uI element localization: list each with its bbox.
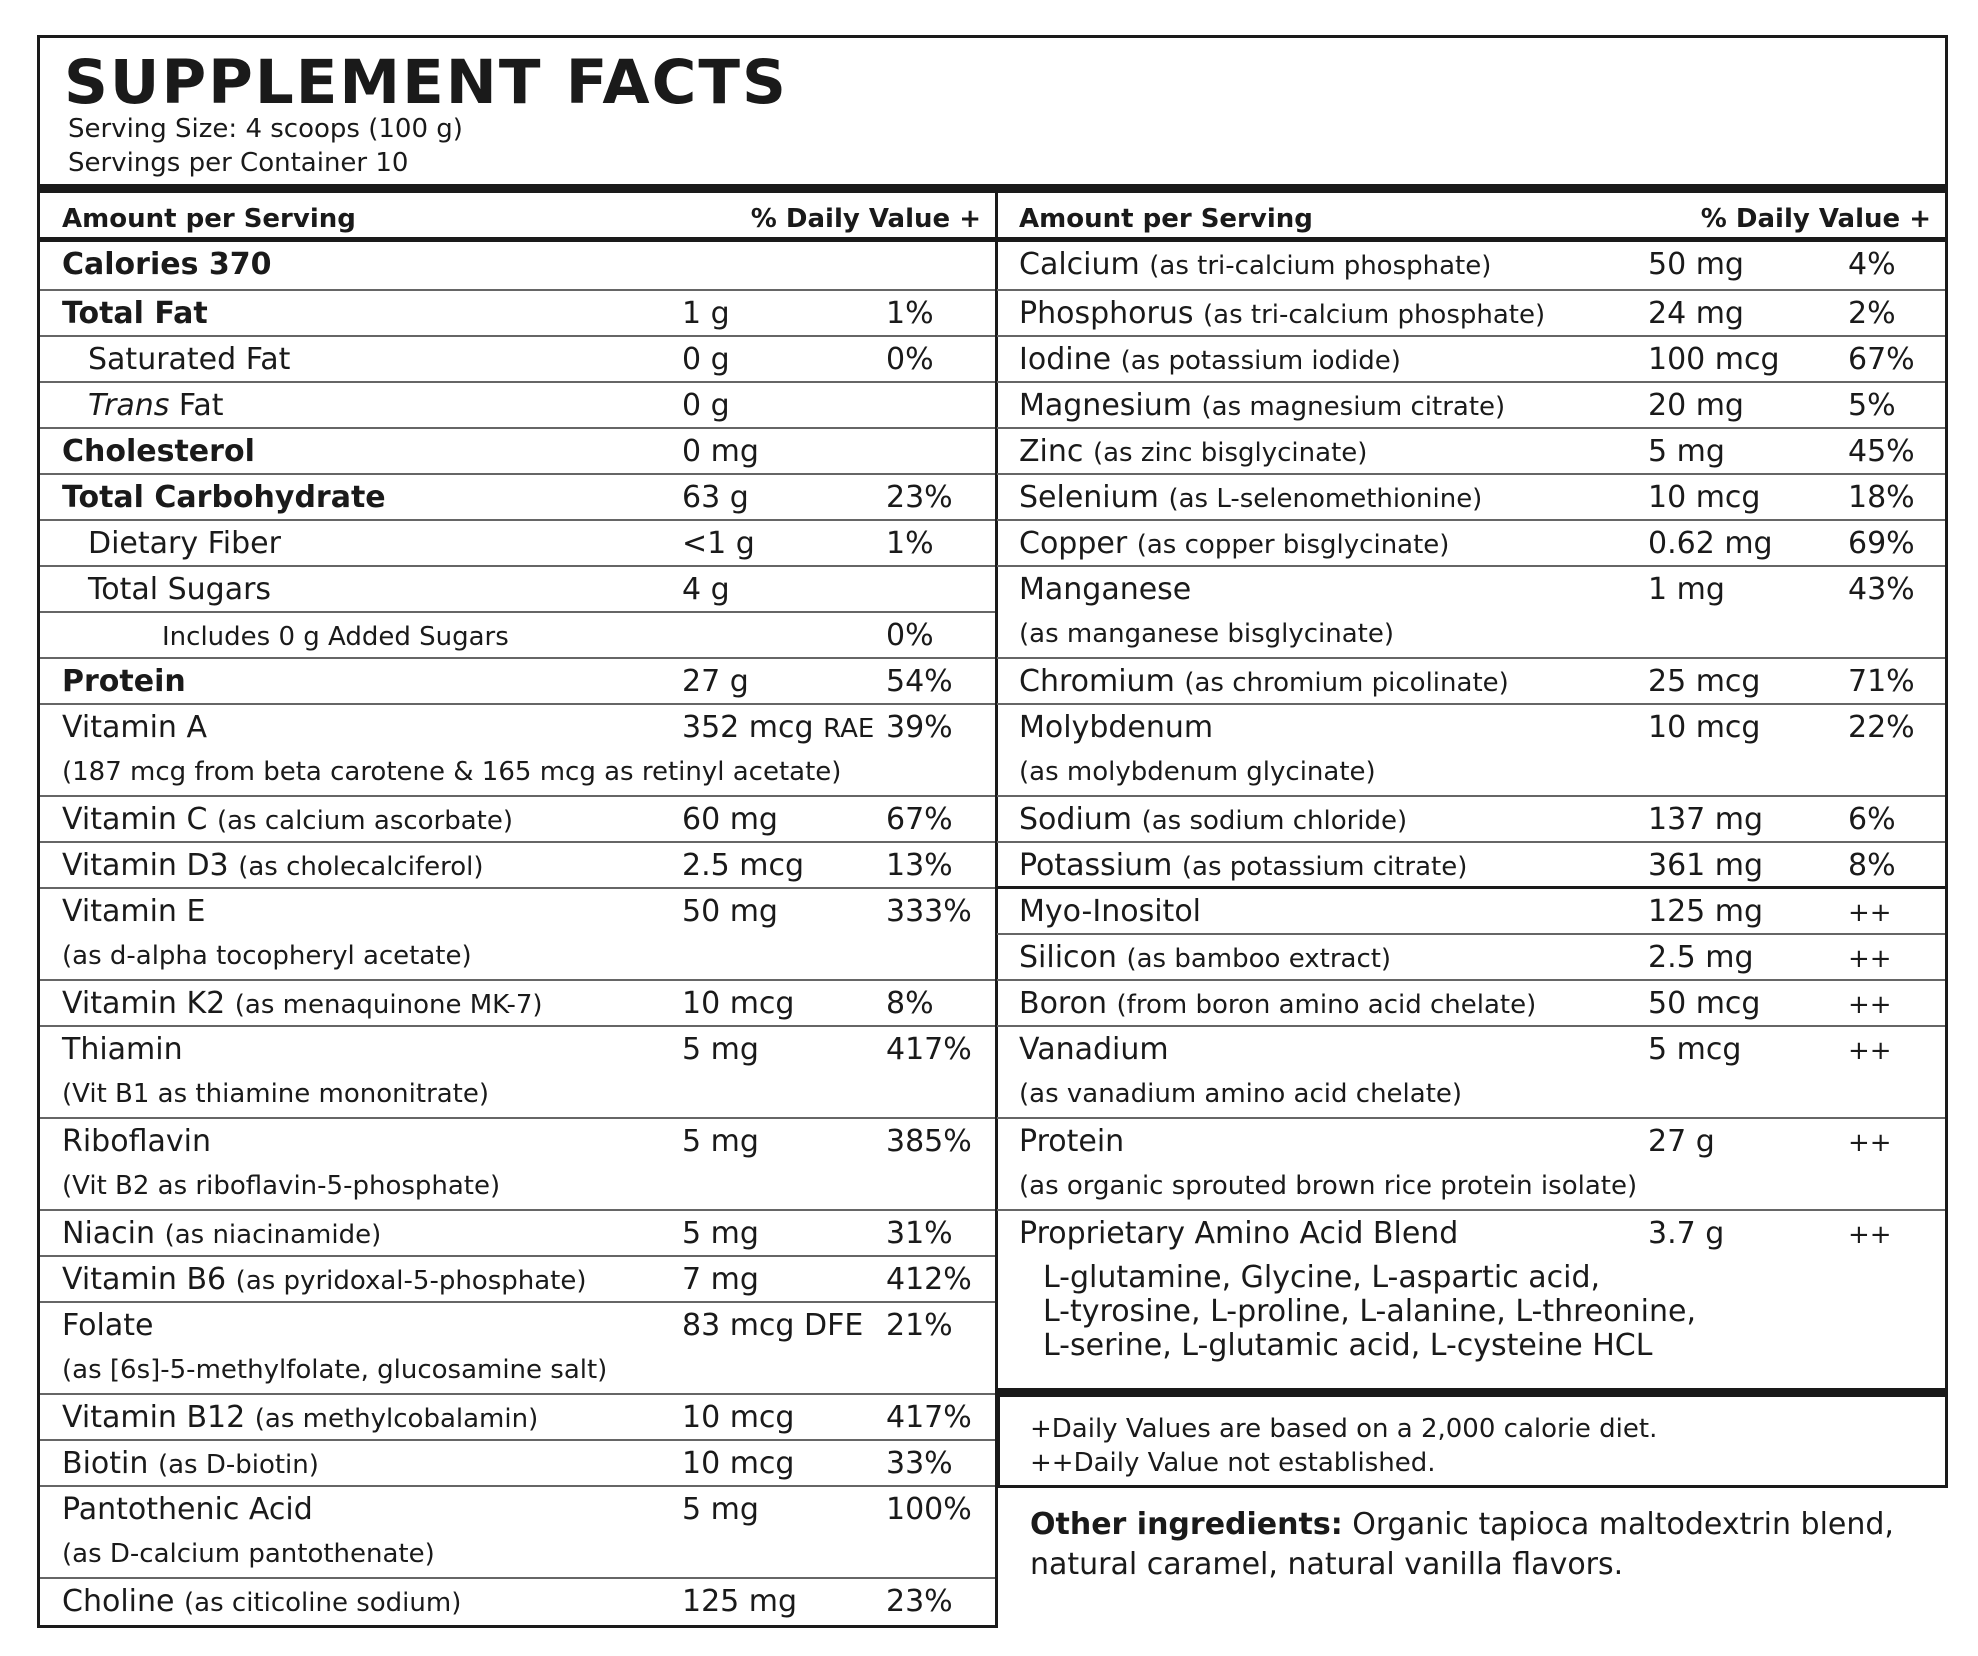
nutrient-name (1019, 247, 1491, 282)
nutrient-name (62, 1400, 538, 1435)
nutrient-name: Folate (62, 1308, 154, 1343)
trans-italic: Trans (88, 388, 170, 423)
amount-per-serving-label: Amount per Serving (62, 204, 356, 234)
nutrient-amount: 125 mg (682, 1584, 798, 1619)
nutrient-name (62, 848, 484, 883)
nutrient-name: Myo-Inositol (1019, 894, 1202, 929)
right-column (997, 192, 1948, 1392)
amount-per-serving-label: Amount per Serving (1019, 204, 1313, 234)
other-ingredients (1030, 1505, 1930, 1585)
nutrient-dv: ++ (1848, 1128, 1892, 1158)
name-form: (as D-biotin) (157, 1450, 319, 1480)
nutrient-amount: 24 mg (1648, 296, 1744, 331)
nutrient-amount: 60 mg (682, 802, 778, 837)
nutrient-amount: 5 mg (682, 1492, 759, 1527)
vitamin-b6-row (40, 1257, 995, 1303)
nutrient-name (1019, 664, 1509, 699)
nutrient-name (1019, 526, 1449, 561)
nutrient-amount: 10 mcg (1648, 480, 1761, 515)
nutrient-dv: 71% (1848, 664, 1915, 699)
nutrient-name: Manganese (1019, 572, 1192, 607)
nutrient-amount: 137 mg (1648, 802, 1764, 837)
calories-row (40, 242, 995, 291)
name-form: (as sodium chloride) (1141, 806, 1408, 836)
nutrient-amount: 83 mcg DFE (682, 1308, 864, 1343)
name-form: (as potassium citrate) (1181, 852, 1468, 882)
nutrient-dv: ++ (1848, 898, 1892, 928)
other-ingredients-text: Organic tapioca maltodextrin blend, natural caramel, natural vanilla flavors. (1030, 1507, 1894, 1582)
nutrient-amount: 10 mcg (682, 1400, 795, 1435)
silicon-row (997, 935, 1945, 981)
nutrient-name (1019, 342, 1401, 377)
name-main: Selenium (1019, 480, 1159, 515)
nutrient-name: Dietary Fiber (88, 526, 281, 561)
nutrient-note: (as manganese bisglycinate) (1019, 619, 1394, 649)
blend-line: L-serine, L-glutamic acid, L-cysteine HCL (1043, 1328, 1653, 1363)
nutrient-dv: 43% (1848, 572, 1915, 607)
magnesium-row (997, 383, 1945, 429)
total-fat-row (40, 291, 995, 337)
biotin-row (40, 1441, 995, 1487)
left-column (37, 192, 998, 1628)
nutrient-dv: 13% (886, 848, 953, 883)
nutrient-note: (Vit B1 as thiamine mononitrate) (62, 1079, 490, 1109)
nutrient-amount: 27 g (1648, 1124, 1715, 1159)
iodine-row (997, 337, 1945, 383)
trans-rest: Fat (169, 388, 224, 423)
boron-row (997, 981, 1945, 1027)
nutrient-amount: 25 mcg (1648, 664, 1761, 699)
nutrient-name (62, 1584, 461, 1619)
protein-right-row (997, 1119, 1945, 1211)
name-main: Silicon (1019, 940, 1117, 975)
nutrient-name: Includes 0 g Added Sugars (162, 622, 509, 652)
phosphorus-row (997, 291, 1945, 337)
selenium-row (997, 475, 1945, 521)
nutrient-name: Pantothenic Acid (62, 1492, 313, 1527)
calories: Calories 370 (62, 247, 272, 282)
nutrient-name: Vitamin E (62, 894, 206, 929)
name-main: Iodine (1019, 342, 1112, 377)
vitamin-e-row (40, 889, 995, 981)
nutrient-amount: 125 mg (1648, 894, 1764, 929)
potassium-row (997, 843, 1945, 889)
nutrient-amount: 10 mcg (682, 986, 795, 1021)
nutrient-amount (682, 710, 874, 745)
riboflavin-row (40, 1119, 995, 1211)
nutrient-amount: 63 g (682, 480, 749, 515)
amount-unit: RAE (823, 714, 875, 744)
nutrient-amount: 0 g (682, 388, 730, 423)
nutrient-name: Total Fat (62, 296, 208, 331)
label-title: SUPPLEMENT FACTS (64, 47, 788, 118)
nutrient-name (1019, 848, 1467, 883)
name-form: (as cholecalciferol) (238, 852, 484, 882)
nutrient-amount: 2.5 mcg (682, 848, 805, 883)
nutrient-name (62, 986, 543, 1021)
nutrient-name (1019, 296, 1545, 331)
nutrient-amount: 10 mcg (682, 1446, 795, 1481)
nutrient-name: Molybdenum (1019, 710, 1214, 745)
name-form: (as L-selenomethionine) (1168, 484, 1483, 514)
name-main: Choline (62, 1584, 175, 1619)
nutrient-name (62, 1216, 381, 1251)
nutrient-dv: 2% (1848, 296, 1896, 331)
nutrient-amount: 0.62 mg (1648, 526, 1773, 561)
nutrient-name (1019, 986, 1536, 1021)
name-form: (as pyridoxal-5-phosphate) (235, 1266, 587, 1296)
nutrient-amount: 5 mcg (1648, 1032, 1742, 1067)
thiamin-row (40, 1027, 995, 1119)
nutrient-name (1019, 388, 1505, 423)
nutrient-name: Protein (1019, 1124, 1125, 1159)
zinc-row (997, 429, 1945, 475)
label-header (37, 35, 1948, 188)
nutrient-note: (as D-calcium pantothenate) (62, 1539, 435, 1569)
nutrient-dv: 1% (886, 526, 934, 561)
name-form: (from boron amino acid chelate) (1116, 990, 1537, 1020)
left-column-header (40, 192, 995, 242)
vanadium-row (997, 1027, 1945, 1119)
name-main: Sodium (1019, 802, 1133, 837)
nutrient-amount: 2.5 mg (1648, 940, 1754, 975)
nutrient-amount: 50 mg (1648, 247, 1744, 282)
nutrient-name (88, 388, 224, 423)
calcium-row (997, 242, 1945, 291)
nutrient-amount: 100 mcg (1648, 342, 1780, 377)
nutrient-dv: 6% (1848, 802, 1896, 837)
sodium-row (997, 797, 1945, 843)
nutrient-dv: 39% (886, 710, 953, 745)
name-main: Calcium (1019, 247, 1140, 282)
nutrient-dv: 21% (886, 1308, 953, 1343)
name-main: Zinc (1019, 434, 1084, 469)
nutrient-amount: 5 mg (682, 1124, 759, 1159)
vitamin-d3-row (40, 843, 995, 889)
right-column-header (997, 192, 1945, 242)
nutrient-note: (187 mcg from beta carotene & 165 mcg as retinyl acetate) (62, 757, 842, 787)
nutrient-name (1019, 480, 1482, 515)
nutrient-dv: 100% (886, 1492, 972, 1527)
name-form: (as menaquinone MK-7) (234, 990, 543, 1020)
nutrient-amount: 4 g (682, 572, 730, 607)
copper-row (997, 521, 1945, 567)
dv-footnote: +Daily Values are based on a 2,000 calorie diet. (1030, 1414, 1658, 1444)
dietary-fiber-row (40, 521, 995, 567)
nutrient-dv: 417% (886, 1032, 972, 1067)
nutrient-dv: 54% (886, 664, 953, 699)
nutrient-dv: 333% (886, 894, 972, 929)
name-form: (as calcium ascorbate) (216, 806, 514, 836)
pantothenic-row (40, 1487, 995, 1579)
name-main: Vitamin K2 (62, 986, 226, 1021)
name-main: Niacin (62, 1216, 156, 1251)
nutrient-dv: 31% (886, 1216, 953, 1251)
name-form: (as citicoline sodium) (184, 1588, 462, 1618)
nutrient-amount: 1 mg (1648, 572, 1725, 607)
nutrient-amount: 27 g (682, 664, 749, 699)
nutrient-dv: ++ (1848, 1036, 1892, 1066)
name-form: (as tri-calcium phosphate) (1149, 251, 1492, 281)
nutrient-note: (as organic sprouted brown rice protein isolate) (1019, 1171, 1638, 1201)
name-main: Vitamin B12 (62, 1400, 246, 1435)
niacin-row (40, 1211, 995, 1257)
nutrient-amount: 0 mg (682, 434, 759, 469)
nutrient-dv: 69% (1848, 526, 1915, 561)
servings-per-container: Servings per Container 10 (68, 148, 409, 178)
molybdenum-row (997, 705, 1945, 797)
nutrient-amount: 10 mcg (1648, 710, 1761, 745)
name-main: Vitamin D3 (62, 848, 229, 883)
name-main: Magnesium (1019, 388, 1192, 423)
protein-row (40, 659, 995, 705)
name-form: (as copper bisglycinate) (1136, 530, 1450, 560)
serving-size: Serving Size: 4 scoops (100 g) (68, 114, 463, 144)
nutrient-name: Riboflavin (62, 1124, 211, 1159)
cholesterol-row (40, 429, 995, 475)
nutrient-dv: 0% (886, 618, 934, 653)
nutrient-dv: 4% (1848, 247, 1896, 282)
nutrient-dv: 417% (886, 1400, 972, 1435)
choline-row (40, 1579, 995, 1625)
nutrient-name: Vitamin A (62, 710, 207, 745)
nutrient-dv: ++ (1848, 944, 1892, 974)
nutrient-name (1019, 802, 1407, 837)
nutrient-amount: 361 mg (1648, 848, 1764, 883)
nutrient-dv: 18% (1848, 480, 1915, 515)
nutrient-dv: 5% (1848, 388, 1896, 423)
nutrient-dv: 45% (1848, 434, 1915, 469)
daily-value-footnotes (997, 1392, 1948, 1488)
trans-fat-row (40, 383, 995, 429)
name-main: Vitamin C (62, 802, 208, 837)
name-form: (as niacinamide) (164, 1220, 382, 1250)
myo-inositol-row (997, 889, 1945, 935)
nutrient-dv: 22% (1848, 710, 1915, 745)
name-main: Copper (1019, 526, 1128, 561)
total-carb-row (40, 475, 995, 521)
nutrient-dv: 33% (886, 1446, 953, 1481)
manganese-row (997, 567, 1945, 659)
nutrient-amount: 5 mg (1648, 434, 1725, 469)
nutrient-dv: 1% (886, 296, 934, 331)
nutrient-amount: 1 g (682, 296, 730, 331)
nutrient-dv: 67% (886, 802, 953, 837)
nutrient-dv: 23% (886, 1584, 953, 1619)
nutrient-amount: 0 g (682, 342, 730, 377)
nutrient-name (62, 1262, 587, 1297)
daily-value-label: % Daily Value + (1700, 204, 1931, 234)
nutrient-amount: 5 mg (682, 1216, 759, 1251)
saturated-fat-row (40, 337, 995, 383)
nutrient-name: Saturated Fat (88, 342, 291, 377)
folate-row (40, 1303, 995, 1395)
name-form: (as chromium picolinate) (1184, 668, 1509, 698)
dv-not-established-footnote: ++Daily Value not established. (1030, 1448, 1436, 1478)
nutrient-amount: 50 mg (682, 894, 778, 929)
nutrient-note: (Vit B2 as riboflavin-5-phosphate) (62, 1171, 501, 1201)
nutrient-amount: 50 mcg (1648, 986, 1761, 1021)
nutrient-note: (as [6s]-5-methylfolate, glucosamine salt) (62, 1355, 608, 1385)
blend-line: L-tyrosine, L-proline, L-alanine, L-threonine, (1043, 1294, 1696, 1329)
other-ingredients-label: Other ingredients: (1030, 1507, 1343, 1542)
vitamin-b12-row (40, 1395, 995, 1441)
added-sugars-row (40, 613, 995, 659)
nutrient-dv: 67% (1848, 342, 1915, 377)
total-sugars-row (40, 567, 995, 613)
nutrient-amount: 20 mg (1648, 388, 1744, 423)
nutrient-dv: 23% (886, 480, 953, 515)
name-form: (as potassium iodide) (1120, 346, 1401, 376)
nutrient-name (62, 1446, 319, 1481)
name-main: Phosphorus (1019, 296, 1194, 331)
amount-value: 352 mcg (682, 710, 814, 745)
name-form: (as tri-calcium phosphate) (1203, 300, 1546, 330)
name-main: Chromium (1019, 664, 1175, 699)
nutrient-dv: 8% (1848, 848, 1896, 883)
nutrient-name: Thiamin (62, 1032, 183, 1067)
nutrient-dv: 0% (886, 342, 934, 377)
nutrient-amount: 7 mg (682, 1262, 759, 1297)
nutrient-name (62, 802, 513, 837)
nutrient-amount: 5 mg (682, 1032, 759, 1067)
blend-line: L-glutamine, Glycine, L-aspartic acid, (1043, 1260, 1601, 1295)
nutrient-name: Cholesterol (62, 434, 255, 469)
nutrient-name: Proprietary Amino Acid Blend (1019, 1216, 1459, 1251)
vitamin-c-row (40, 797, 995, 843)
nutrient-name (1019, 434, 1367, 469)
nutrient-dv: 8% (886, 986, 934, 1021)
nutrient-dv: ++ (1848, 1220, 1892, 1250)
nutrient-dv: ++ (1848, 990, 1892, 1020)
name-main: Boron (1019, 986, 1107, 1021)
nutrient-name (1019, 940, 1391, 975)
nutrient-name: Protein (62, 664, 186, 699)
vitamin-k2-row (40, 981, 995, 1027)
name-main: Potassium (1019, 848, 1173, 883)
name-main: Biotin (62, 1446, 149, 1481)
nutrient-name: Total Carbohydrate (62, 480, 386, 515)
nutrient-note: (as d-alpha tocopheryl acetate) (62, 941, 472, 971)
chromium-row (997, 659, 1945, 705)
name-form: (as bamboo extract) (1126, 944, 1392, 974)
nutrient-note: (as vanadium amino acid chelate) (1019, 1079, 1463, 1109)
nutrient-dv: 385% (886, 1124, 972, 1159)
name-form: (as magnesium citrate) (1201, 392, 1506, 422)
nutrient-name: Vanadium (1019, 1032, 1169, 1067)
nutrient-dv: 412% (886, 1262, 972, 1297)
nutrient-amount: 3.7 g (1648, 1216, 1725, 1251)
name-main: Vitamin B6 (62, 1262, 227, 1297)
nutrient-amount: <1 g (682, 526, 755, 561)
nutrient-note: (as molybdenum glycinate) (1019, 757, 1376, 787)
vitamin-a-row (40, 705, 995, 797)
name-form: (as zinc bisglycinate) (1092, 438, 1368, 468)
daily-value-label: % Daily Value + (750, 204, 981, 234)
name-form: (as methylcobalamin) (254, 1404, 539, 1434)
amino-blend-row (997, 1211, 1945, 1387)
nutrient-name: Total Sugars (88, 572, 272, 607)
